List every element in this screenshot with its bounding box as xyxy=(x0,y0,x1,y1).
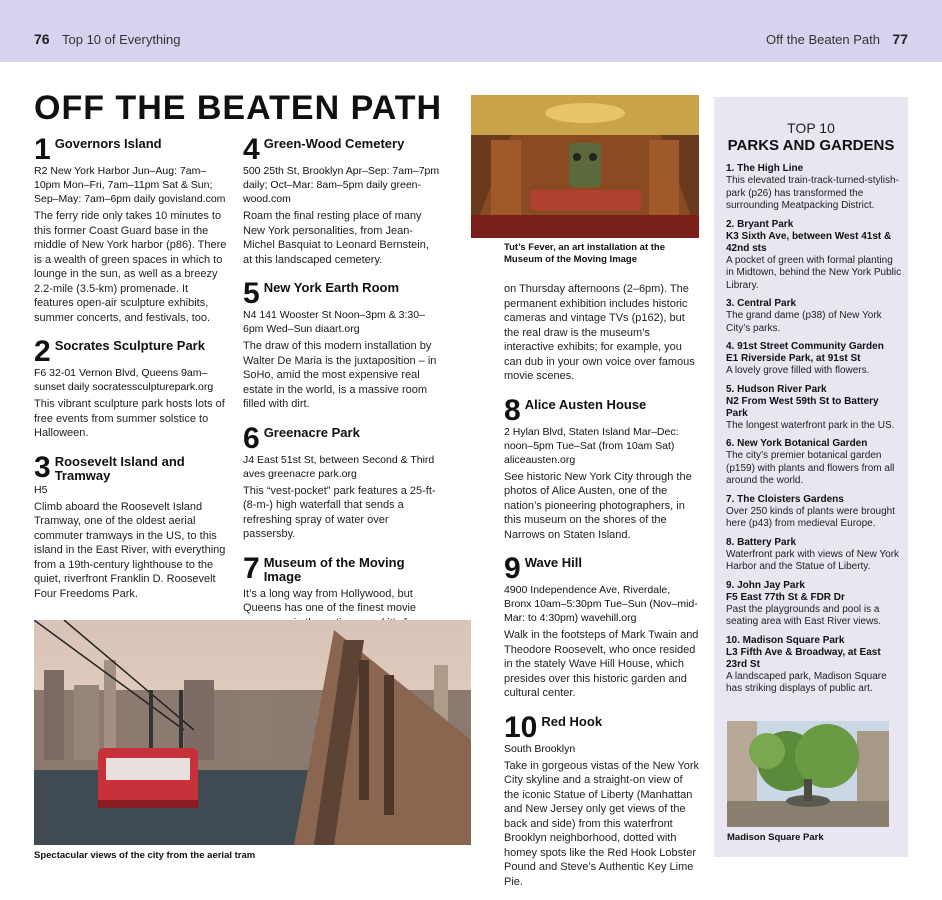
sidebar-item-91st-street-garden xyxy=(726,341,902,378)
entry-name: Wave Hill xyxy=(524,555,583,570)
sidebar-item-john-jay-park xyxy=(726,580,902,629)
sidebar-item-info: E1 Riverside Park, at 91st St xyxy=(726,353,861,364)
entry-name: Alice Austen House xyxy=(524,396,647,412)
sidebar-item-info: L3 Fifth Ave & Broadway, at East 23rd St xyxy=(726,646,881,670)
entry-description: This vibrant sculpture park hosts lots of free events from summer solstice to Halloween. xyxy=(34,398,225,439)
sidebar-item-desc: Waterfront park with views of New York Harbor and the Statue of Liberty. xyxy=(726,548,900,572)
column-1 xyxy=(34,133,230,614)
entry-number: 6 xyxy=(243,421,260,455)
aerial-tram-caption: Spectacular views of the city from the aerial tram xyxy=(34,850,256,861)
moving-image-continued: on Thursday afternoons (2–6pm). The permanent exhibition includes historic cameras and vintage TVs (p162), but the real draw is the museum’s interactive exhibits; for example, you can dub in your own voice over famous movie scenes. xyxy=(504,283,695,382)
entry-name: Governors Island xyxy=(54,136,162,151)
entry-info: 4900 Independence Ave, Riverdale, Bronx 10am–5:30pm Tue–Sun (Nov–mid-Mar: to 4:30pm) wavehill.org xyxy=(504,584,698,624)
page-number-right: 77 xyxy=(892,31,908,47)
sidebar-item-name: 3. Central Park xyxy=(726,298,797,309)
sidebar-item-info: N2 From West 59th St to Battery Park xyxy=(726,395,879,419)
sidebar-item-name: 9. John Jay Park xyxy=(726,579,805,591)
entry-name: Green-Wood Cemetery xyxy=(263,136,405,151)
sidebar-item-battery-park xyxy=(726,537,902,574)
entry-name: Greenacre Park xyxy=(263,424,360,440)
column-3 xyxy=(504,282,700,900)
entry-alice-austen-house xyxy=(504,393,700,543)
sidebar-item-name: 7. The Cloisters Gardens xyxy=(726,493,844,505)
entry-description: Walk in the footsteps of Mark Twain and Theodore Roosevelt, who once resided in the stately Wave Hill House, which presides over this historic garden and cultural center. xyxy=(504,629,699,699)
entry-moving-image xyxy=(243,551,441,631)
sidebar-item-name: 6. New York Botanical Garden xyxy=(726,438,868,449)
sidebar-item-desc: A landscaped park, Madison Square has striking displays of public art. xyxy=(726,670,887,694)
entry-number: 3 xyxy=(34,450,51,484)
entry-info: 500 25th St, Brooklyn Apr–Sep: 7am–7pm daily; Oct–Mar: 8am–5pm daily green-wood.com xyxy=(243,165,440,205)
sidebar-top-label: TOP 10 xyxy=(787,120,835,136)
sidebar-item-desc: The grand dame (p38) of New York City’s parks. xyxy=(726,310,882,334)
sidebar-item-bryant-park xyxy=(726,219,902,293)
page-header xyxy=(0,0,942,62)
section-title-left: Top 10 of Everything xyxy=(62,32,181,47)
entry-description: Climb aboard the Roosevelt Island Tramway, one of the oldest aerial commuter tramways in the US, to this island in the East River, with everything from a 19th-century lighthouse to the quiet, riverfront Franklin D. Roosevelt Four Freedoms Park. xyxy=(34,500,226,600)
sidebar-item-hudson-river-park xyxy=(726,384,902,433)
entry-number: 8 xyxy=(504,393,521,427)
sidebar-item-name: 4. 91st Street Community Garden xyxy=(726,341,884,352)
sidebar-item-name: 10. Madison Square Park xyxy=(726,634,845,646)
sidebar-title: PARKS AND GARDENS xyxy=(727,137,895,154)
sidebar-item-high-line xyxy=(726,163,902,213)
sidebar-item-name: 8. Battery Park xyxy=(726,536,797,548)
section-title-right: Off the Beaten Path xyxy=(766,32,880,47)
entry-number: 5 xyxy=(243,277,260,310)
tuts-fever-caption: Tut’s Fever, an art installation at the Museum of the Moving Image xyxy=(504,242,666,265)
entry-number: 2 xyxy=(34,335,51,368)
entry-number: 10 xyxy=(504,710,538,744)
entry-roosevelt-island xyxy=(34,450,230,602)
page-title: OFF THE BEATEN PATH xyxy=(34,89,443,127)
entry-description: The draw of this modern installation by Walter De Maria is the juxtaposition – in SoHo, amid the most expensive real estate in the world, is a massive room filled with dirt. xyxy=(243,340,437,410)
entry-green-wood-cemetery xyxy=(243,133,441,267)
entry-description: Roam the final resting place of many New York personalities, from Jean-Michel Basquiat to Leonard Bernstein, at this landscaped cemetery. xyxy=(243,210,429,266)
entry-name: Roosevelt Island and Tramway xyxy=(54,453,185,483)
sidebar-list xyxy=(726,163,902,702)
sidebar-item-name: 1. The High Line xyxy=(726,163,804,174)
entry-wave-hill xyxy=(504,552,700,701)
sidebar-item-desc: Over 250 kinds of plants were brought here (p43) from medieval Europe. xyxy=(726,505,895,529)
entry-name: Red Hook xyxy=(541,713,603,729)
sidebar-item-desc: The longest waterfront park in the US. xyxy=(726,419,895,431)
sidebar-item-desc: A lovely grove filled with flowers. xyxy=(726,365,870,376)
madison-square-photo xyxy=(727,721,889,827)
aerial-tram-photo xyxy=(34,620,471,845)
sidebar-item-info: F5 East 77th St & FDR Dr xyxy=(726,591,845,603)
entry-description: Take in gorgeous vistas of the New York City skyline and a straight-on view of the iconic Statue of Liberty (Manhattan and New Jersey only get views of the back and side) from this waterfront Brooklyn neighborhood, dotted with homey spots like the Red Hook Lobster Pound and Steve’s Authentic Key Lime Pie. xyxy=(504,759,700,888)
madison-square-caption: Madison Square Park xyxy=(727,832,824,843)
column-2 xyxy=(243,133,441,643)
entry-info: R2 New York Harbor Jun–Aug: 7am–10pm Mon–Fri, 7am–11pm Sat & Sun; Sep–May: 7am–6pm daily govisland.com xyxy=(34,165,226,205)
page-number-left: 76 xyxy=(34,31,50,47)
entry-governors-island xyxy=(34,133,230,325)
sidebar-item-botanical-garden xyxy=(726,438,902,488)
entry-description: See historic New York City through the photos of Alice Austen, one of the nation’s pioneering photographers, in this museum on the shores of the Narrows on Staten Island. xyxy=(504,470,692,541)
sidebar-item-madison-square-park xyxy=(726,635,902,696)
tuts-fever-photo xyxy=(471,95,699,238)
sidebar-item-central-park xyxy=(726,298,902,335)
sidebar-item-desc: A pocket of green with formal planting in Midtown, behind the New York Public Library. xyxy=(726,254,902,291)
entry-earth-room xyxy=(243,277,441,412)
entry-name: New York Earth Room xyxy=(263,280,400,295)
sidebar-item-desc: Past the playgrounds and pool is a seating area with East River views. xyxy=(726,603,882,627)
sidebar-item-desc: The city’s premier botanical garden (p159) with plants and flowers from all around the world. xyxy=(726,450,895,486)
sidebar-item-info: K3 Sixth Ave, between West 41st & 42nd sts xyxy=(726,230,892,254)
entry-number: 9 xyxy=(504,552,521,585)
entry-info: J4 East 51st St, between Second & Third aves greenacre park.org xyxy=(243,453,435,480)
entry-number: 4 xyxy=(243,133,260,166)
entry-red-hook xyxy=(504,710,700,890)
entry-info: 2 Hylan Blvd, Staten Island Mar–Dec: noon–5pm Tue–Sat (from 10am Sat) aliceausten.org xyxy=(504,425,679,466)
entry-socrates-sculpture-park xyxy=(34,335,230,441)
entry-description: It’s a long way from Hollywood, but Queens has one of the finest movie xyxy=(243,587,417,614)
entry-description: The ferry ride only takes 10 minutes to this former Coast Guard base in the middle of New York harbor (p86). There is a wealth of green spaces in which to lounge in the sun, as well as a breezy 2.2-mile (3.5-km) promenade. It features open-air sculpture exhibits, summer concerts, and festivals, too. xyxy=(34,210,227,324)
sidebar-item-desc: This elevated train-track-turned-stylish-park (p26) has transformed the surrounding Meatpacking District. xyxy=(726,175,899,211)
entry-name: Socrates Sculpture Park xyxy=(54,338,205,353)
sidebar-item-name: 5. Hudson River Park xyxy=(726,383,827,395)
entry-info: South Brooklyn xyxy=(504,742,576,755)
entry-info: H5 xyxy=(34,483,48,496)
entry-number: 1 xyxy=(34,133,51,166)
entry-info: N4 141 Wooster St Noon–3pm & 3:30–6pm Wed–Sun diaart.org xyxy=(243,309,425,335)
sidebar-item-name: 2. Bryant Park xyxy=(726,218,794,230)
sidebar-item-cloisters xyxy=(726,494,902,531)
entry-name: Museum of the Moving Image xyxy=(263,554,405,584)
entry-greenacre-park xyxy=(243,421,441,542)
entry-number: 7 xyxy=(243,551,260,585)
entry-description: This “vest-pocket” park features a 25-ft- (8-m-) high waterfall that sends a refreshing spray of water over passersby. xyxy=(243,484,436,540)
entry-info: F6 32-01 Vernon Blvd, Queens 9am–sunset daily socratessculpturepark.org xyxy=(34,367,214,393)
